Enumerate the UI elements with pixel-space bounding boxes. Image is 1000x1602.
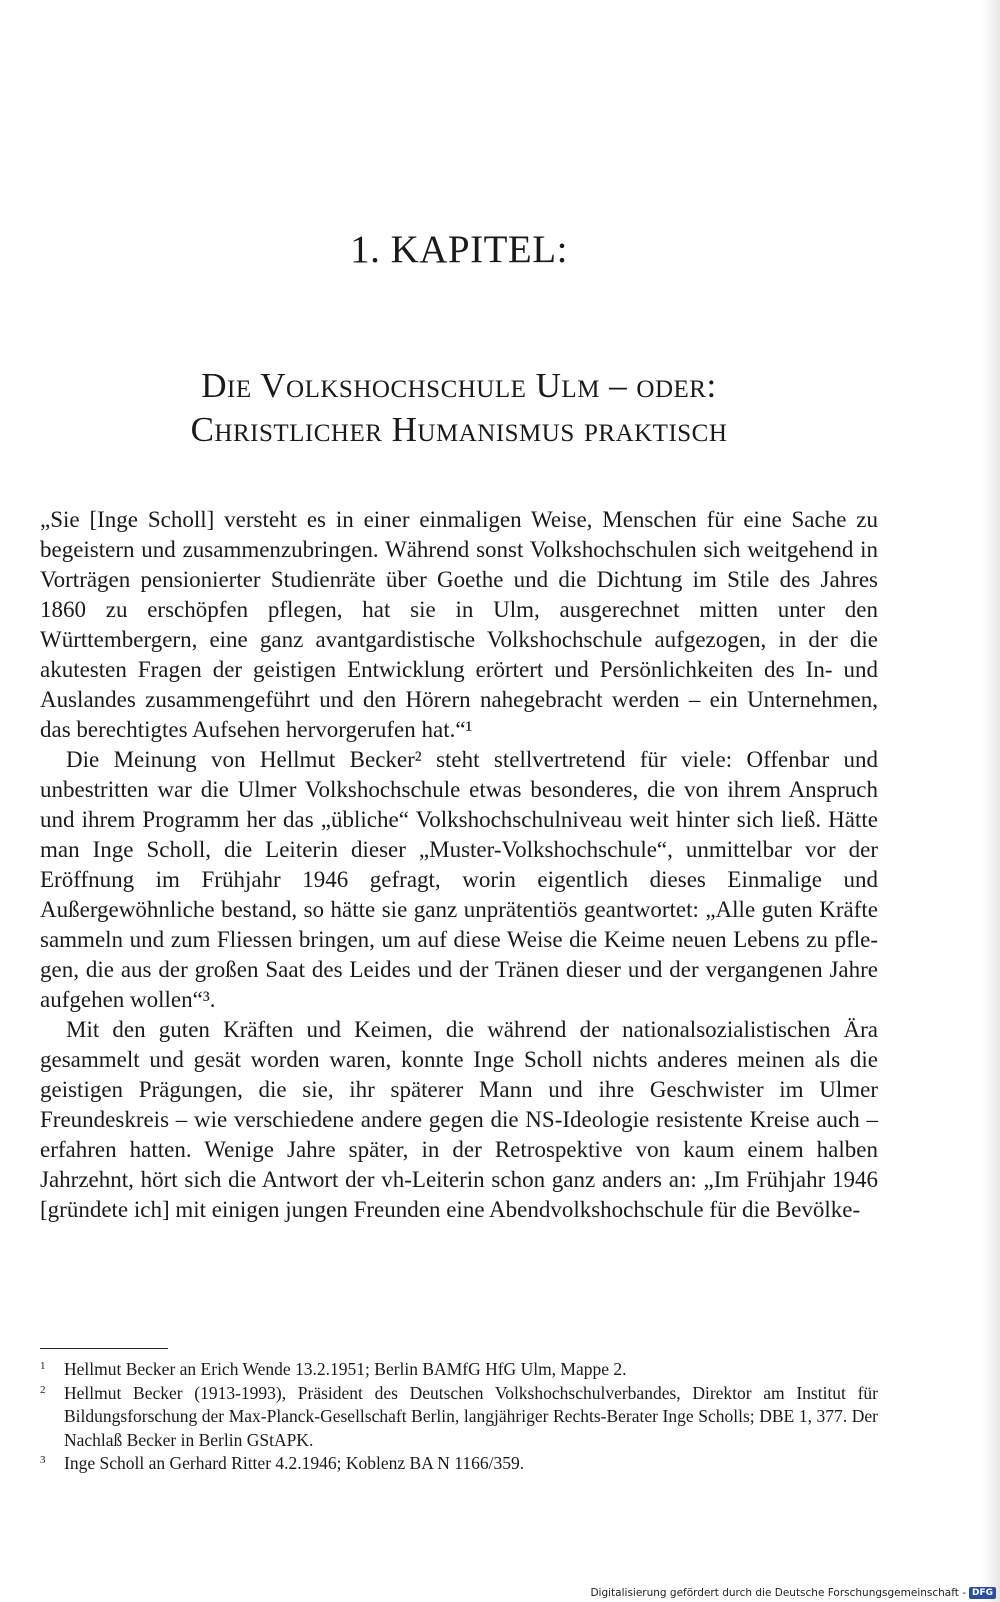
paragraph-quote: „Sie [Inge Scholl] versteht es in einer einmaligen Weise, Menschen für eine Sache zu begeistern und zusammenzubringen. Während sonst Volkshochschulen sich weitgehend in Vorträgen pensionierter Studienräte über Goethe und die Dichtung im Stile des Jahres 1860 zu erschöpfen pflegen, hat sie in Ulm, ausgerechnet mitten unter den Württembergern, eine ganz avantgardistische Volkshochschule aufgezogen, in der die akutesten Fragen der geistigen Entwicklung erörtert und Persönlichkeiten des In- und Auslandes zusammengeführt und den Hörern nahegebracht werden – ein Unternehmen, das berechtigtes Aufsehen hervorgerufen hat.“¹ (40, 507, 878, 742)
body-text (40, 505, 878, 1225)
footnote-text: Inge Scholl an Gerhard Ritter 4.2.1946; Koblenz BA N 1166/359. (64, 1453, 525, 1473)
chapter-title (0, 364, 918, 452)
paragraph: Die Meinung von Hellmut Becker² steht stellvertretend für viele: Offenbar und unbestritten war die Ulmer Volkshochschule etwas besonderes, die von ihrem Anspruch und ihrem Programm her das „übliche“ Volkshochschulniveau weit hinter sich ließ. Hätte man Inge Scholl, die Leiterin dieser „Muster-Volkshochschule“, unmittelbar vor der Eröffnung im Frühjahr 1946 gefragt, worin eigentlich dieses Einmalige und Außergewöhnliche bestand, so hätte sie ganz unprätentiös geantwortet: „Alle guten Kräfte sammeln und zum Fliessen bringen, um auf diese Weise die Keime neuen Lebens zu pflegen, die aus der großen Saat des Leides und der Tränen dieser und der vergangenen Jahre aufgehen wollen“³. (40, 747, 878, 1012)
dfg-logo: DFG (969, 1587, 996, 1599)
footnote (40, 1358, 878, 1382)
chapter-title-line-1: Die Volkshochschule Ulm – oder: (201, 366, 717, 405)
footnote-text: Hellmut Becker an Erich Wende 13.2.1951; Berlin BAMfG HfG Ulm, Mappe 2. (64, 1359, 627, 1379)
page-edge-shadow (982, 0, 1000, 1602)
footnote (40, 1452, 878, 1476)
footnote-number: 1 (40, 1360, 46, 1372)
digitization-credit (590, 1587, 996, 1599)
footnote-number: 3 (40, 1454, 46, 1466)
footnote (40, 1382, 878, 1453)
footnotes (40, 1358, 878, 1476)
footnote-text: Hellmut Becker (1913-1993), Präsident des Deutschen Volkshochschulverbandes, Direktor am Institut für Bildungsforschung der Max-Planck-Gesellschaft Berlin, langjähriger Rechts-Berater Inge Scholls; DBE 1, 377. Der Nachlaß Becker in Berlin GStAPK. (64, 1382, 878, 1450)
chapter-title-line-2: Christlicher Humanismus praktisch (190, 410, 728, 449)
credit-text: Digitalisierung gefördert durch die Deutsche Forschungsgemeinschaft - (590, 1587, 966, 1599)
footnote-number: 2 (40, 1383, 46, 1396)
paragraph: Mit den guten Kräften und Keimen, die während der nationalsozialistischen Ära gesammelt und gesät worden waren, konnte Inge Scholl nichts anderes meinen als die geistigen Prägungen, die sie, ihr späterer Mann und ihre Geschwister im Ulmer Freundeskreis – wie verschiedene andere gegen die NS-Ideologie resistente Kreise auch – erfahren hatten. Wenige Jahre später, in der Retrospektive von kaum einem halben Jahrzehnt, hört sich die Antwort der vh-Leiterin schon ganz anders an: „Im Frühjahr 1946 [gründete ich] mit einigen jungen Freunden eine Abendvolkshochschule für die Bevölke- (40, 1017, 878, 1222)
chapter-number: 1. KAPITEL: (350, 228, 568, 271)
footnote-divider (40, 1348, 168, 1349)
